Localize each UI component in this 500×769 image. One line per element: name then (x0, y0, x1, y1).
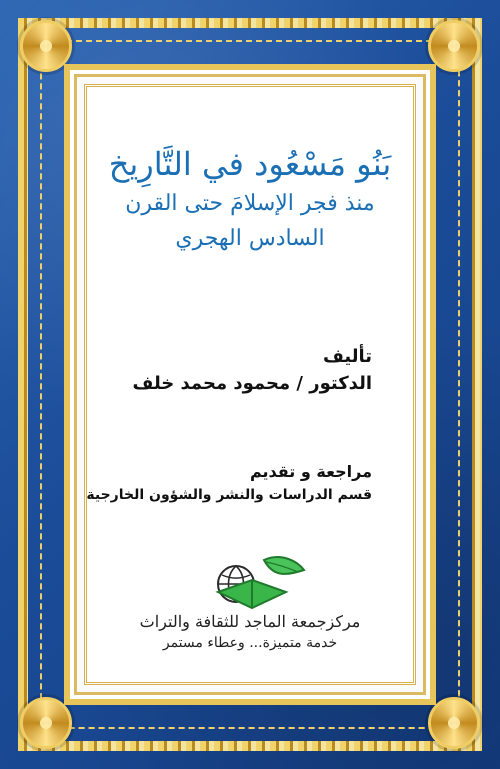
publisher-slogan: خدمة متميزة... وعطاء مستمر (162, 635, 338, 651)
review-block (86, 462, 372, 503)
author-name: الدكتور / محمود محمد خلف (132, 373, 372, 394)
title-panel (64, 64, 436, 705)
book-title: بَنُو مَسْعُود في التَّارِيخ (108, 145, 392, 183)
author-label: تأليف (322, 346, 372, 367)
author-block (133, 346, 372, 394)
publisher-text (70, 612, 430, 651)
review-department: قسم الدراسات والنشر والشؤون الخارجية (86, 487, 372, 503)
book-subtitle-line1: منذ فجر الإسلامَ حتى القرن (125, 190, 375, 216)
publisher-name: مركزجمعة الماجد للثقافة والتراث (139, 612, 361, 631)
review-label: مراجعة و تقديم (249, 462, 372, 481)
book-subtitle-line2: السادس الهجري (175, 226, 325, 252)
title-block (70, 145, 430, 253)
